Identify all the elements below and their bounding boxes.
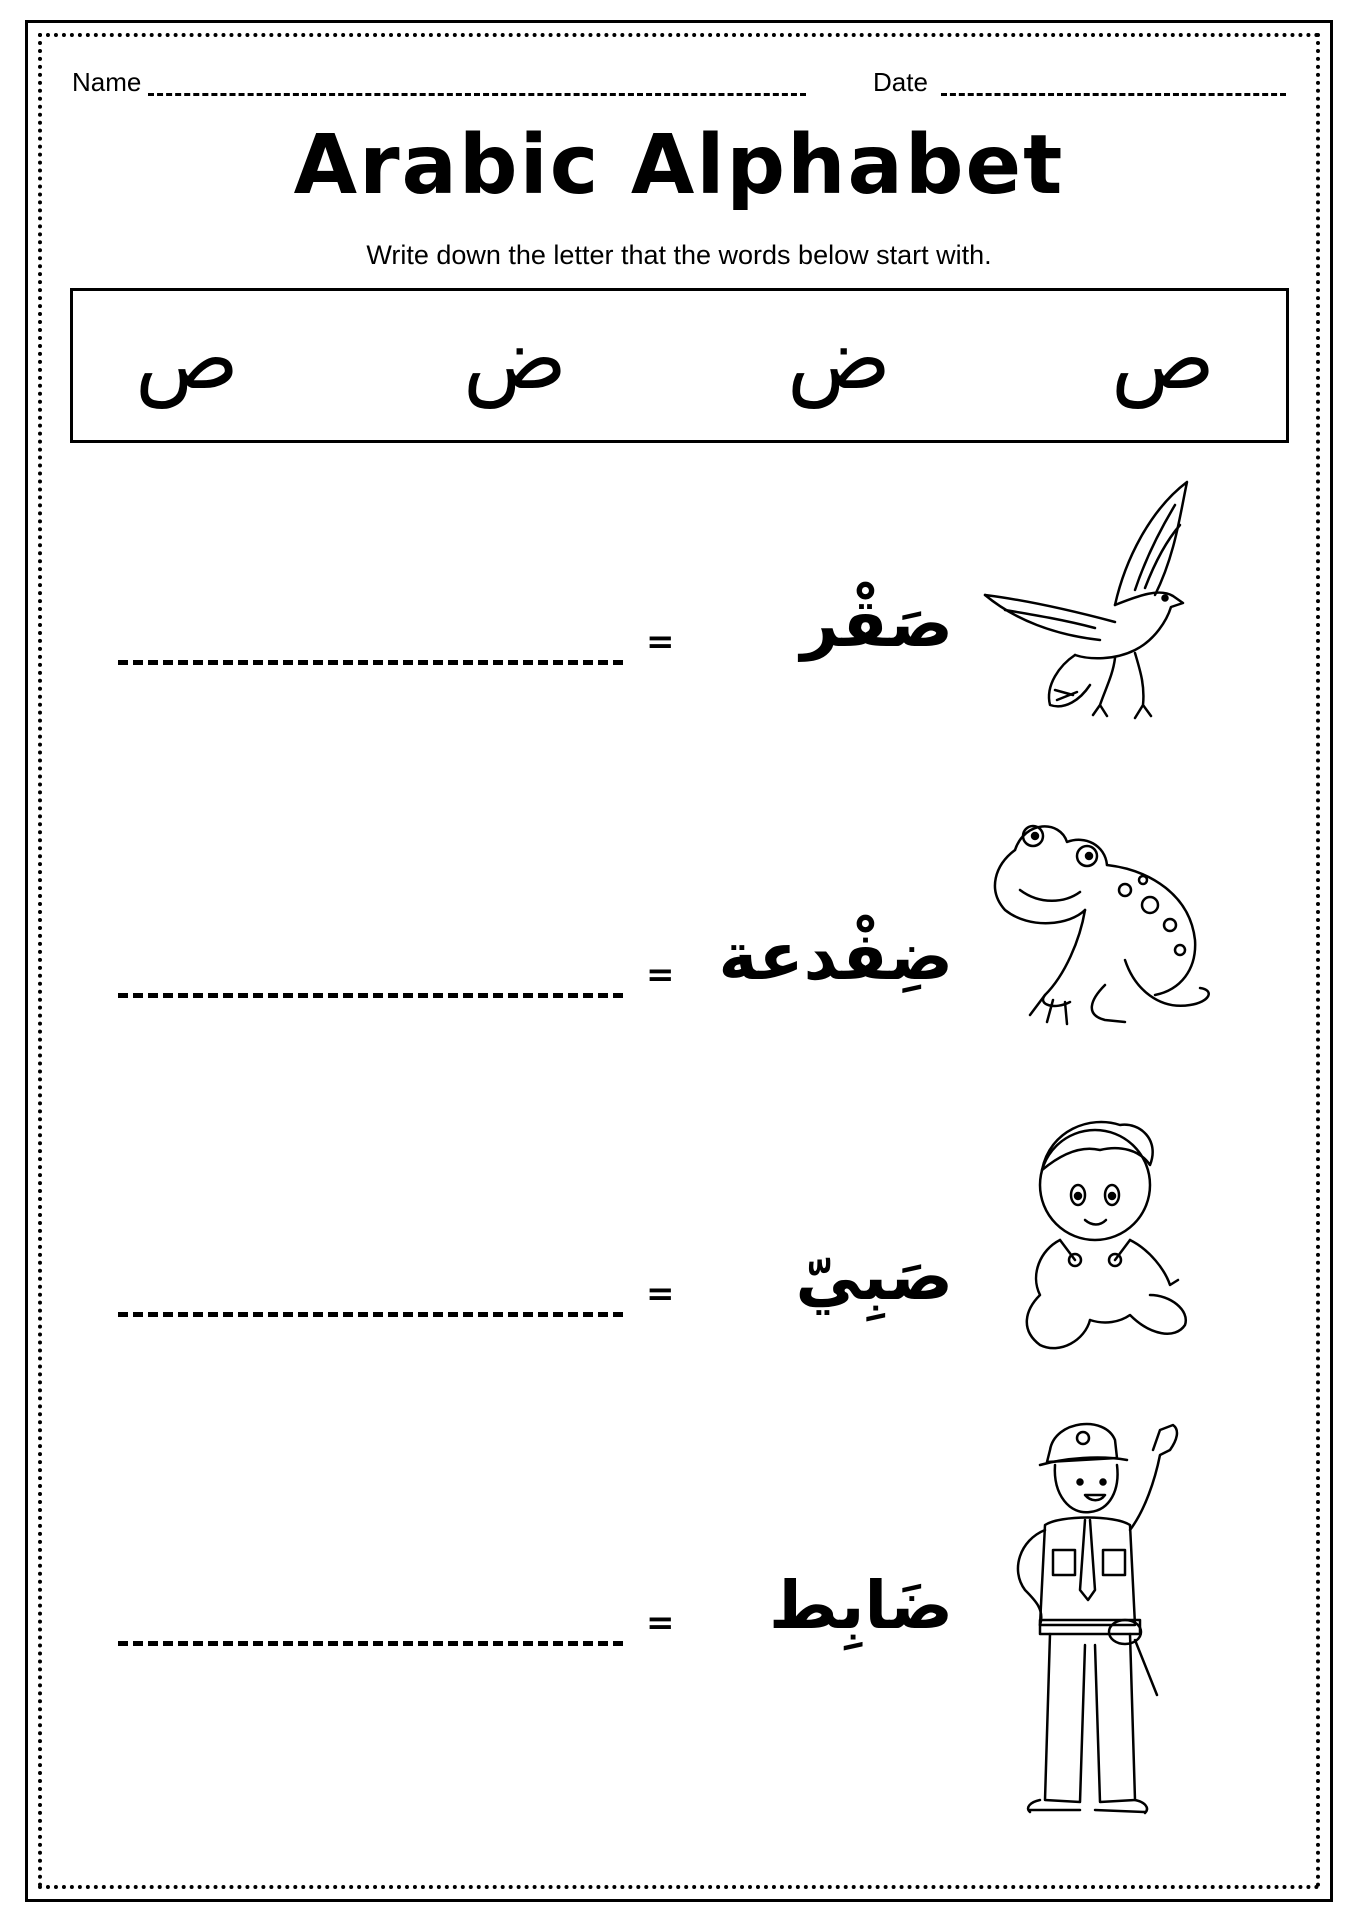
name-field[interactable] xyxy=(148,93,806,96)
answer-field[interactable] xyxy=(118,660,623,665)
letter-bank-item: ص xyxy=(135,309,239,409)
answer-field[interactable] xyxy=(118,1641,623,1646)
letter-bank-item: ض xyxy=(463,309,567,409)
date-label: Date xyxy=(873,67,928,97)
letter-bank-item: ص xyxy=(1111,309,1215,409)
police-officer-icon xyxy=(985,1410,1200,1820)
exercise-row xyxy=(0,470,1358,760)
arabic-word: ضَابِط xyxy=(768,1567,953,1644)
equals-sign: = xyxy=(646,622,675,662)
name-label: Name xyxy=(72,67,142,97)
arabic-word: ضِفْدعة xyxy=(718,918,953,995)
letter-bank-item: ض xyxy=(787,309,891,409)
page-title: Arabic Alphabet xyxy=(293,118,1065,213)
equals-sign: = xyxy=(646,1274,675,1314)
instructions: Write down the letter that the words below start with. xyxy=(366,240,992,270)
arabic-word: صَقْر xyxy=(800,585,953,662)
exercise-row xyxy=(0,810,1358,1050)
equals-sign: = xyxy=(646,1603,675,1643)
exercise-row xyxy=(0,1410,1358,1820)
letter-bank xyxy=(70,288,1289,443)
arabic-word: صَبِيّ xyxy=(795,1238,953,1315)
eagle-icon xyxy=(975,470,1200,740)
date-field[interactable] xyxy=(941,93,1286,96)
boy-icon xyxy=(1000,1110,1200,1360)
answer-field[interactable] xyxy=(118,993,623,998)
equals-sign: = xyxy=(646,955,675,995)
frog-icon xyxy=(975,810,1225,1035)
answer-field[interactable] xyxy=(118,1312,623,1317)
exercise-row xyxy=(0,1110,1358,1380)
